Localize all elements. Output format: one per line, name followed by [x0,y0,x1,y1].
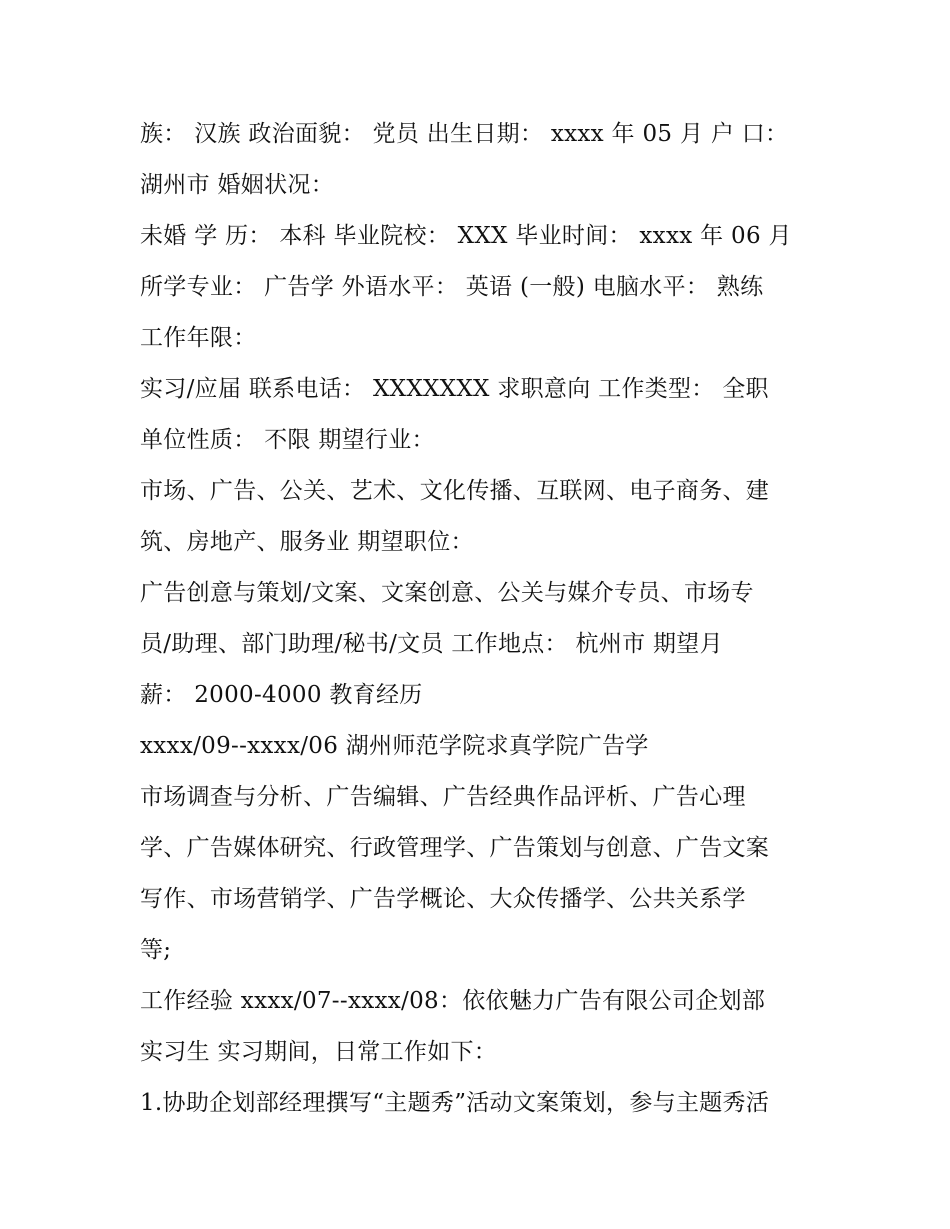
text-line: 等; [140,937,172,963]
text-line: 未婚 学 历： 本科 毕业院校： XXX 毕业时间： xxxx 年 06 月 [140,223,792,249]
text-line: 学、广告媒体研究、行政管理学、广告策划与创意、广告文案 [140,835,770,861]
text-line: 湖州市 婚姻状况： [140,172,335,198]
text-line: 薪： 2000-4000 教育经历 [140,682,423,708]
text-line: 写作、市场营销学、广告学概论、大众传播学、公共关系学 [140,886,746,912]
text-line: 1.协助企划部经理撰写“主题秀”活动文案策划，参与主题秀活 [140,1090,770,1116]
text-line: 所学专业： 广告学 外语水平： 英语 (一般) 电脑水平： 熟练 [140,274,764,300]
text-line: 市场调查与分析、广告编辑、广告经典作品评析、广告心理 [140,784,746,810]
text-line: 筑、房地产、服务业 期望职位： [140,529,474,555]
text-line: 族： 汉族 政治面貌： 党员 出生日期： xxxx 年 05 月 户 口： [140,121,789,147]
text-line: 市场、广告、公关、艺术、文化传播、互联网、电子商务、建 [140,478,770,504]
text-line: 工作经验 xxxx/07--xxxx/08：依依魅力广告有限公司企划部 [140,988,766,1014]
text-line: 员/助理、部门助理/秘书/文员 工作地点： 杭州市 期望月 [140,631,723,657]
text-line: xxxx/09--xxxx/06 湖州师范学院求真学院广告学 [140,733,649,759]
text-line: 广告创意与策划/文案、文案创意、公关与媒介专员、市场专 [140,580,754,606]
text-line: 实习/应届 联系电话： XXXXXXX 求职意向 工作类型： 全职 [140,376,769,402]
text-line: 单位性质： 不限 期望行业： [140,427,435,453]
text-line: 工作年限： [140,325,257,351]
text-line: 实习生 实习期间，日常工作如下： [140,1039,498,1065]
resume-text [140,109,820,1129]
